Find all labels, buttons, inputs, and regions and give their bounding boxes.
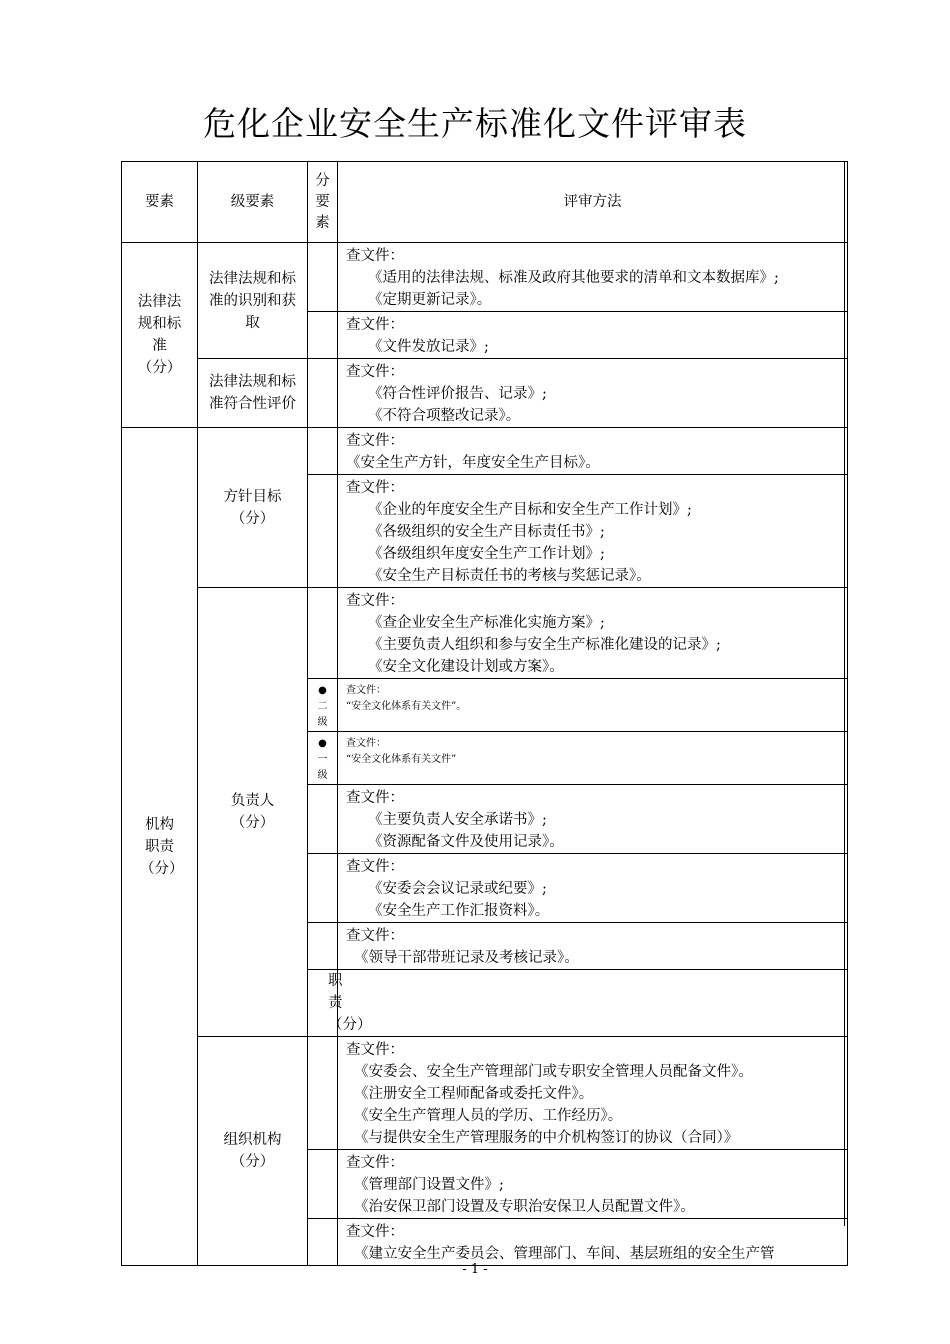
method-cell: 查文件： 《企业的年度安全生产目标和安全生产工作计划》; 《各级组织的安全生产目标责任书》; 《各级组织年度安全生产工作计划》; 《安全生产目标责任书的考核与奖惩记录》。	[338, 475, 848, 588]
method-cell: 查文件： “安全文化体系有关文件”。	[338, 679, 848, 732]
sub-element-duties: 职责（分）	[308, 970, 338, 1037]
method-cell: 查文件： 《安全生产方针，年度安全生产目标》。	[338, 428, 848, 475]
method-cell: 查文件： 《符合性评价报告、记录》; 《不符合项整改记录》。	[338, 359, 848, 428]
sub-element-leader: 负责人（分）	[198, 588, 308, 1037]
score-cell	[308, 428, 338, 475]
table-right-border	[844, 161, 845, 1226]
score-cell	[308, 588, 338, 679]
score-cell	[308, 475, 338, 588]
method-cell: 查文件： 《文件发放记录》;	[338, 312, 848, 359]
score-cell	[338, 970, 848, 1037]
sub-element-law-identification: 法律法规和标准的识别和获取	[198, 243, 308, 359]
method-cell: 查文件： 《查企业安全生产标准化实施方案》; 《主要负责人组织和参与安全生产标准化建设的记录》; 《安全文化建设计划或方案》。	[338, 588, 848, 679]
score-cell	[308, 1037, 338, 1150]
element-organization-duties: 机构职责（分）	[122, 428, 198, 1266]
table-row	[122, 243, 848, 312]
header-method: 评审方法	[338, 162, 848, 243]
header-element: 要素	[122, 162, 198, 243]
score-cell	[308, 785, 338, 854]
sub-element-compliance-evaluation: 法律法规和标准符合性评价	[198, 359, 308, 428]
evaluation-table	[121, 161, 848, 1266]
score-cell	[308, 1219, 338, 1266]
page-title: 危化企业安全生产标准化文件评审表	[203, 104, 747, 143]
score-cell	[308, 359, 338, 428]
table-row	[122, 1037, 848, 1150]
score-cell	[308, 854, 338, 923]
method-cell: 查文件： 《安委会、安全生产管理部门或专职安全管理人员配备文件》。 《注册安全工程师配备或委托文件》。 《安全生产管理人员的学历、工作经历》。 《与提供安全生产管理服务的中介机构签订的协议（合同）》	[338, 1037, 848, 1150]
method-cell: 查文件： 《主要负责人安全承诺书》; 《资源配备文件及使用记录》。	[338, 785, 848, 854]
level-1-marker: ●一级	[308, 732, 338, 785]
page-number: - 1 -	[462, 1262, 488, 1277]
element-laws: 法律法规和标准（分）	[122, 243, 198, 428]
score-cell	[308, 243, 338, 312]
level-2-marker: ●二级	[308, 679, 338, 732]
table-row	[122, 428, 848, 475]
method-cell: 查文件： 《领导干部带班记录及考核记录》。	[338, 923, 848, 970]
score-cell	[308, 923, 338, 970]
score-cell	[308, 1150, 338, 1219]
table-row	[122, 588, 848, 679]
method-cell: 查文件： 《管理部门设置文件》; 《治安保卫部门设置及专职治安保卫人员配置文件》。	[338, 1150, 848, 1219]
method-cell: 查文件： 《适用的法律法规、标准及政府其他要求的清单和文本数据库》; 《定期更新记录》。	[338, 243, 848, 312]
method-cell: 查文件： 《安委会会议记录或纪要》; 《安全生产工作汇报资料》。	[338, 854, 848, 923]
table-header-row	[122, 162, 848, 243]
table-row	[122, 359, 848, 428]
header-sub-element: 分要素	[308, 162, 338, 243]
method-cell: 查文件： 《建立安全生产委员会、管理部门、车间、基层班组的安全生产管	[338, 1219, 848, 1266]
score-cell	[308, 312, 338, 359]
sub-element-policy-goals: 方针目标（分）	[198, 428, 308, 588]
method-cell: 查文件： “安全文化体系有关文件”	[338, 732, 848, 785]
sub-element-organization: 组织机构（分）	[198, 1037, 308, 1266]
header-level-element: 级要素	[198, 162, 308, 243]
